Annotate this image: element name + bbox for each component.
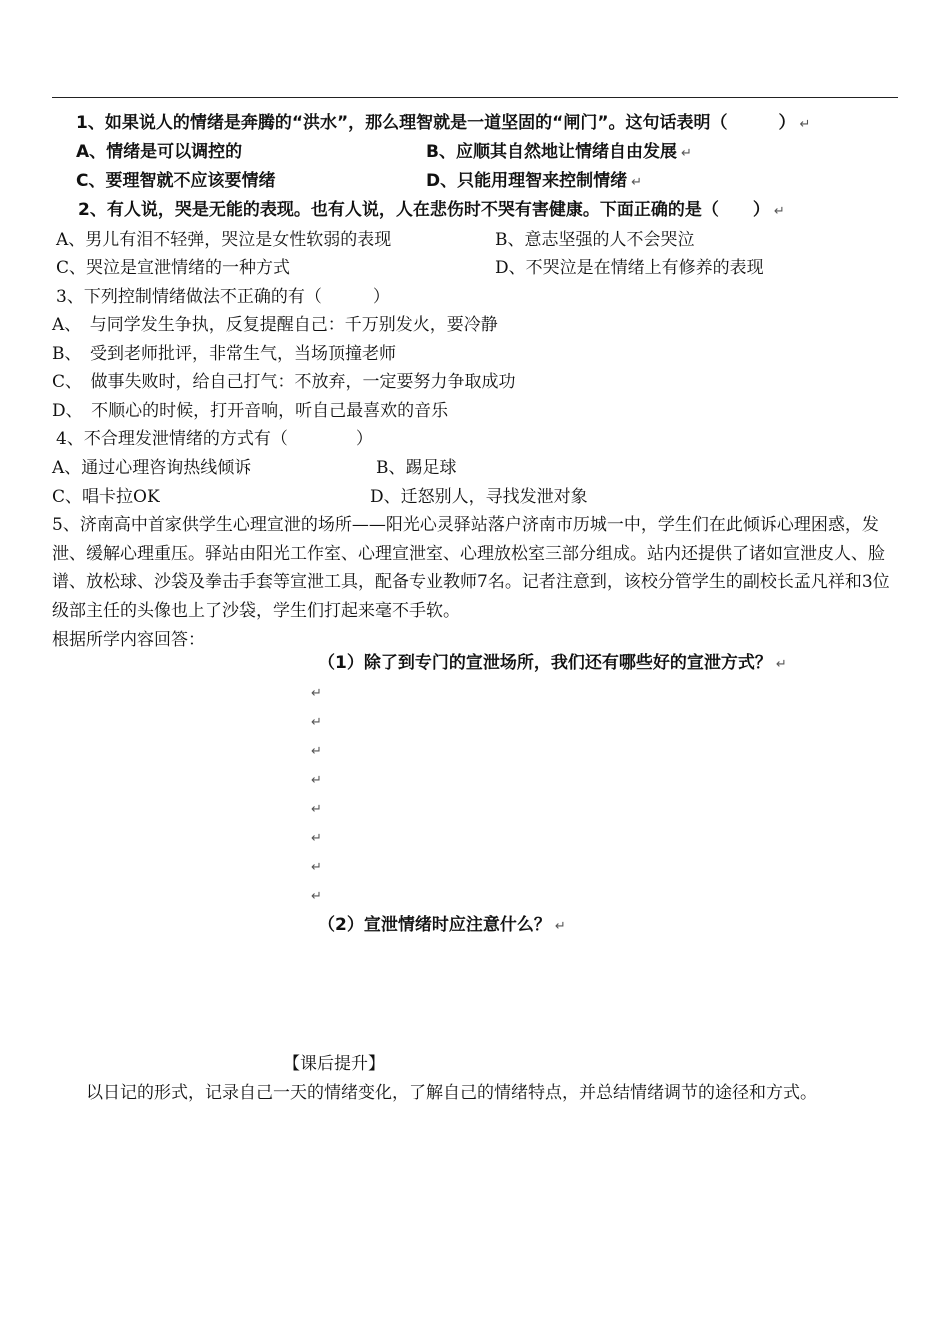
q4-stem: 4、不合理发泄情绪的方式有（ ） [56,429,373,449]
q5-sub1: （1）除了到专门的宣泄场所，我们还有哪些好的宣泄方式？ ↵ [318,653,787,673]
q4-option-d: D、迁怒别人，寻找发泄对象 [370,487,588,507]
blank-mark: ↵ [311,860,322,875]
q4-option-a: A、通过心理咨询热线倾诉 [52,458,252,478]
q1-stem: 1、如果说人的情绪是奔腾的“洪水”，那么理智就是一道坚固的“闸门”。这句话表明（ ） ↵ [76,113,811,133]
q1-option-b: B、应顺其自然地让情绪自由发展 ↵ [426,142,692,162]
blank-mark: ↵ [311,773,322,788]
after-class-heading: 【课后提升】 [283,1054,385,1074]
q4-option-b: B、踢足球 [376,458,457,478]
q4-option-c: C、唱卡拉OK [52,487,160,507]
q1-option-a: A、情绪是可以调控的 [76,142,243,162]
q2-stem: 2、有人说，哭是无能的表现。也有人说，人在悲伤时不哭有害健康。下面正确的是（ ） ↵ [78,200,785,220]
q5-sub2: （2）宣泄情绪时应注意什么？ ↵ [318,915,566,935]
q3-option-a: A、 与同学发生争执，反复提醒自己：千万别发火，要冷静 [52,315,498,335]
q5-prompt: 根据所学内容回答： [52,630,205,650]
top-rule [52,97,898,98]
q1-option-c: C、要理智就不应该要情绪 [76,171,276,191]
q3-option-d: D、 不顺心的时候，打开音响，听自己最喜欢的音乐 [52,401,449,421]
blank-mark: ↵ [311,715,322,730]
blank-mark: ↵ [311,686,322,701]
blank-mark: ↵ [311,831,322,846]
q5-paragraph: 5、济南高中首家供学生心理宣泄的场所——阳光心灵驿站落户济南市历城一中，学生们在此倾诉心理困惑，发泄、缓解心理重压。驿站由阳光工作室、心理宣泄室、心理放松室三部分组成。站内还提供了诸如宣泄皮人、脸谱、放松球、沙袋及拳击手套等宣泄工具，配备专业教师7名。记者注意到，该校分管学生的副校长孟凡祥和3位级部主任的头像也上了沙袋，学生们打起来毫不手软。 [52,515,890,621]
blank-mark: ↵ [311,802,322,817]
q3-option-b: B、 受到老师批评，非常生气，当场顶撞老师 [52,344,396,364]
q2-option-b: B、意志坚强的人不会哭泣 [495,230,695,250]
q2-option-d: D、不哭泣是在情绪上有修养的表现 [495,258,764,278]
after-class-text: 以日记的形式，记录自己一天的情绪变化，了解自己的情绪特点，并总结情绪调节的途径和方式。 [86,1083,817,1103]
blank-mark: ↵ [311,744,322,759]
blank-mark: ↵ [311,889,322,904]
q1-option-d: D、只能用理智来控制情绪 ↵ [426,171,643,191]
q3-stem: 3、下列控制情绪做法不正确的有（ ） [56,287,390,307]
q2-option-c: C、哭泣是宣泄情绪的一种方式 [56,258,291,278]
q3-option-c: C、 做事失败时，给自己打气：不放弃，一定要努力争取成功 [52,372,516,392]
q2-option-a: A、男儿有泪不轻弹，哭泣是女性软弱的表现 [56,230,392,250]
